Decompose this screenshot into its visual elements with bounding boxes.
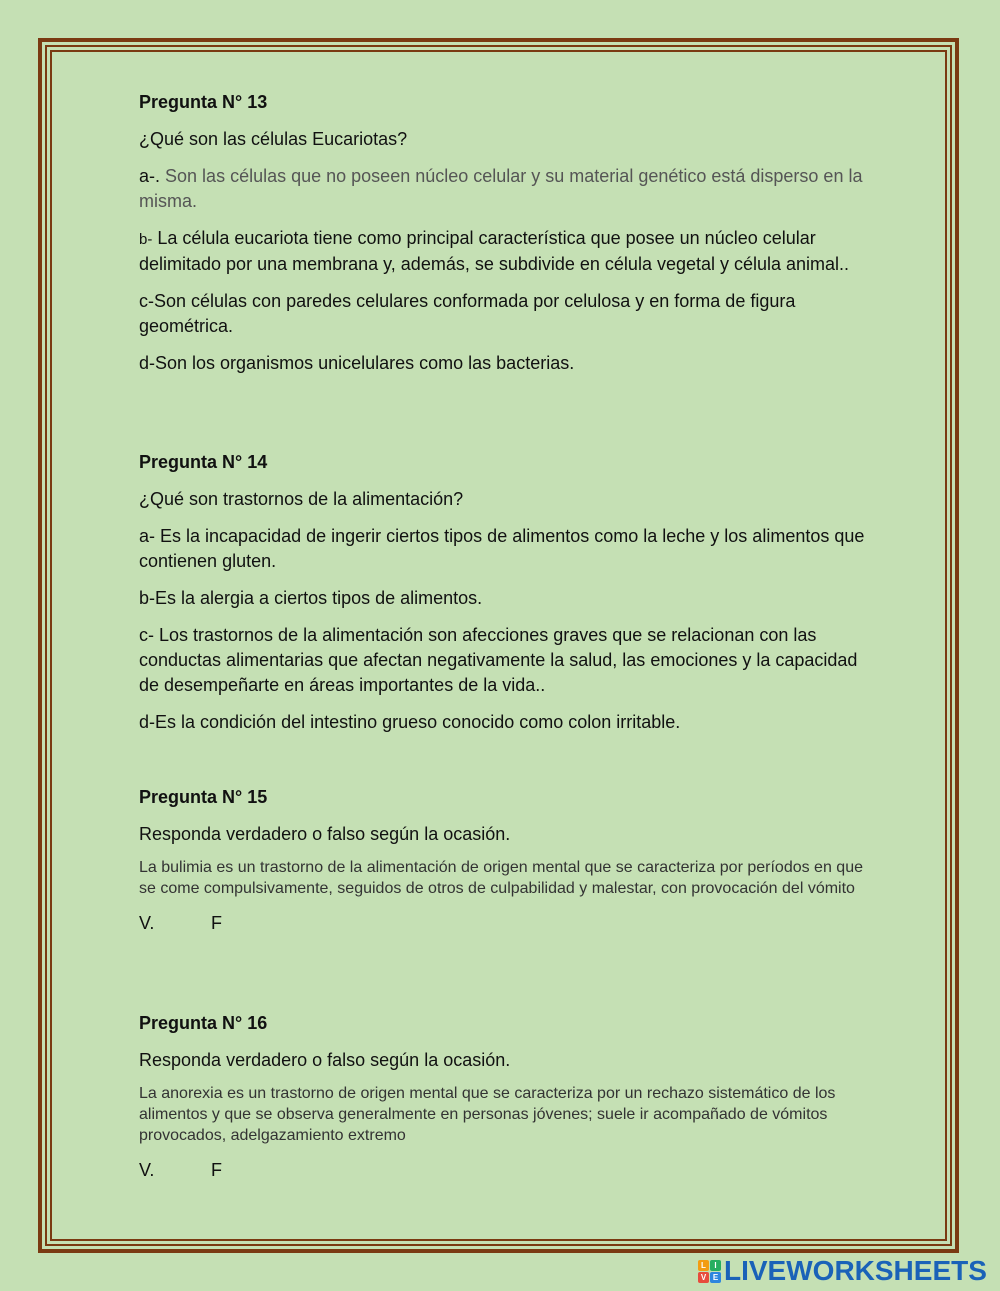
question-13-option-c[interactable]: c-Son células con paredes celulares conformada por celulosa y en forma de figura geométrica. xyxy=(139,291,796,336)
question-14-option-c[interactable]: c- Los trastornos de la alimentación son afecciones graves que se relacionan con las conductas alimentarias que afectan negativamente la salud, las emociones y la capacidad de desempeñarte en áreas importantes de la vida.. xyxy=(139,625,858,695)
question-16 xyxy=(139,1013,869,1181)
logo-text: LIVEWORKSHEETS xyxy=(724,1255,987,1286)
question-15-statement: La bulimia es un trastorno de la alimentación de origen mental que se caracteriza por períodos en que se come compulsivamente, seguidos de otros de culpabilidad y malestar, con provocación del vómito xyxy=(139,859,863,897)
question-15-instruction: Responda verdadero o falso según la ocasión. xyxy=(139,824,511,844)
question-16-title: Pregunta N° 16 xyxy=(139,1013,268,1033)
question-14 xyxy=(139,452,869,735)
question-13-option-a[interactable] xyxy=(139,164,869,214)
question-13-text: ¿Qué son las células Eucariotas? xyxy=(139,129,408,149)
question-14-option-a[interactable]: a- Es la incapacidad de ingerir ciertos tipos de alimentos como la leche y los alimentos que contienen gluten. xyxy=(139,526,865,571)
question-16-true-false xyxy=(139,1160,869,1181)
question-14-text: ¿Qué son trastornos de la alimentación? xyxy=(139,489,464,509)
question-15-title: Pregunta N° 15 xyxy=(139,787,268,807)
true-option[interactable]: V. xyxy=(139,1160,155,1180)
question-14-option-d[interactable]: d-Es la condición del intestino grueso conocido como colon irritable. xyxy=(139,712,681,732)
question-16-instruction: Responda verdadero o falso según la ocasión. xyxy=(139,1050,511,1070)
question-13-title: Pregunta N° 13 xyxy=(139,92,268,112)
true-option[interactable]: V. xyxy=(139,913,155,933)
option-a-text: Son las células que no poseen núcleo celular y su material genético está disperso en la misma. xyxy=(139,166,863,211)
option-b-prefix: b- xyxy=(139,231,153,248)
false-option[interactable]: F xyxy=(211,1160,222,1180)
question-13 xyxy=(139,92,869,376)
question-14-title: Pregunta N° 14 xyxy=(139,452,268,472)
option-b-text: La célula eucariota tiene como principal característica que posee un núcleo celular delimitado por una membrana y, además, se subdivide en célula vegetal y célula animal.. xyxy=(139,228,850,274)
false-option[interactable]: F xyxy=(211,913,222,933)
logo-mark-icon: L I V E xyxy=(698,1260,721,1283)
liveworksheets-logo xyxy=(698,1256,987,1286)
question-16-statement: La anorexia es un trastorno de origen mental que se caracteriza por un rechazo sistemático de los alimentos y que se observa generalmente en personas jóvenes; suele ir acompañado de vómitos provocados, adelgazamiento extremo xyxy=(139,1085,836,1144)
question-13-option-b[interactable] xyxy=(139,226,869,277)
question-15-true-false xyxy=(139,913,869,934)
option-a-prefix: a-. xyxy=(139,166,161,186)
question-15 xyxy=(139,787,869,934)
question-14-option-b[interactable]: b-Es la alergia a ciertos tipos de alimentos. xyxy=(139,588,483,608)
question-13-option-d[interactable]: d-Son los organismos unicelulares como las bacterias. xyxy=(139,353,575,373)
